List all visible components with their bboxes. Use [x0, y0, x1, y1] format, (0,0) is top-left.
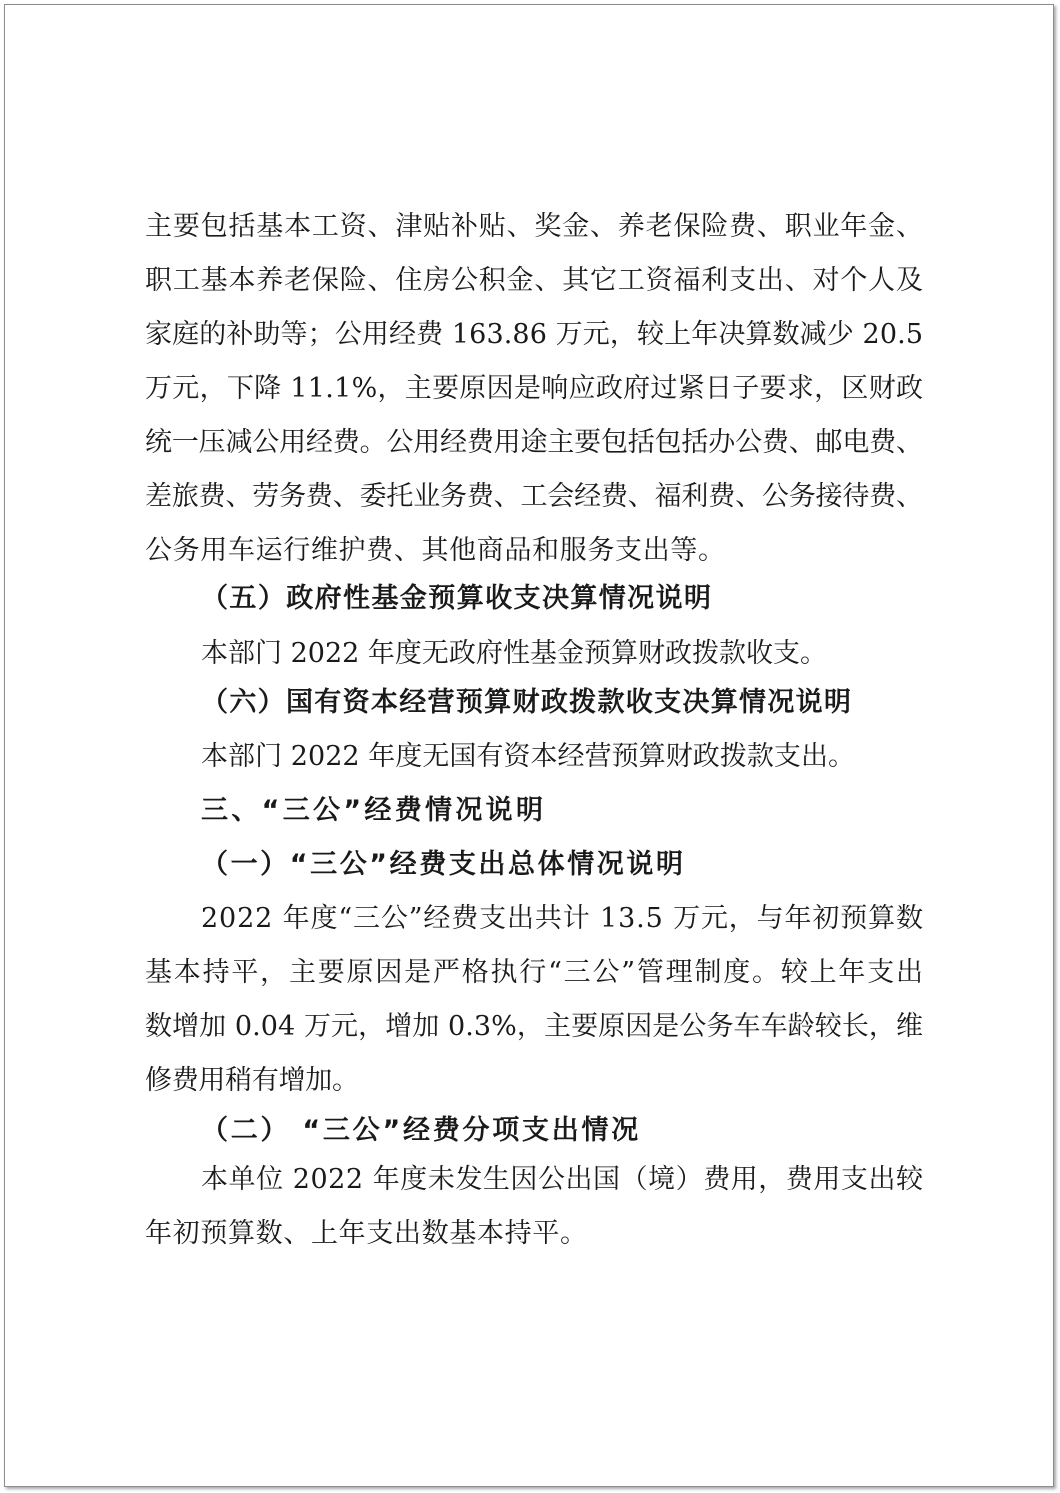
paragraph-line: 主要包括基本工资、津贴补贴、奖金、养老保险费、职业年金、	[145, 211, 924, 242]
paragraph-line: 修费用稍有增加。	[145, 1065, 359, 1096]
paragraph-line: 统一压减公用经费。公用经费用途主要包括包括办公费、邮电费、	[145, 427, 923, 458]
paragraph-line: 万元，下降 11.1%，主要原因是响应政府过紧日子要求，区财政	[145, 373, 924, 404]
paragraph-line: 2022 年度“三公”经费支出共计 13.5 万元，与年初预算数	[201, 903, 924, 934]
paragraph-line: 数增加 0.04 万元，增加 0.3%，主要原因是公务车车龄较长，维	[145, 1011, 924, 1042]
section-heading-6: （六）国有资本经营预算财政拨款收支决算情况说明	[201, 687, 853, 718]
document-page	[4, 4, 1054, 1487]
paragraph-line: 本单位 2022 年度未发生因公出国（境）费用，费用支出较	[201, 1164, 924, 1195]
section-heading-three: 三、“三公”经费情况说明	[201, 795, 547, 826]
paragraph-line: 本部门 2022 年度无政府性基金预算财政拨款收支。	[201, 638, 827, 669]
section-heading-2: （二） “三公”经费分项支出情况	[201, 1115, 641, 1146]
paragraph-line: 职工基本养老保险、住房公积金、其它工资福利支出、对个人及	[145, 265, 924, 296]
paragraph-line: 差旅费、劳务费、委托业务费、工会经费、福利费、公务接待费、	[145, 481, 923, 512]
paragraph-line: 家庭的补助等；公用经费 163.86 万元，较上年决算数减少 20.5	[145, 319, 924, 350]
paragraph-line: 公务用车运行维护费、其他商品和服务支出等。	[145, 535, 726, 566]
section-heading-5: （五）政府性基金预算收支决算情况说明	[201, 583, 713, 614]
section-heading-1: （一）“三公”经费支出总体情况说明	[201, 849, 686, 880]
paragraph-line: 本部门 2022 年度无国有资本经营预算财政拨款支出。	[201, 741, 856, 772]
paragraph-line: 基本持平，主要原因是严格执行“三公”管理制度。较上年支出	[145, 957, 925, 988]
paragraph-line: 年初预算数、上年支出数基本持平。	[145, 1218, 588, 1249]
